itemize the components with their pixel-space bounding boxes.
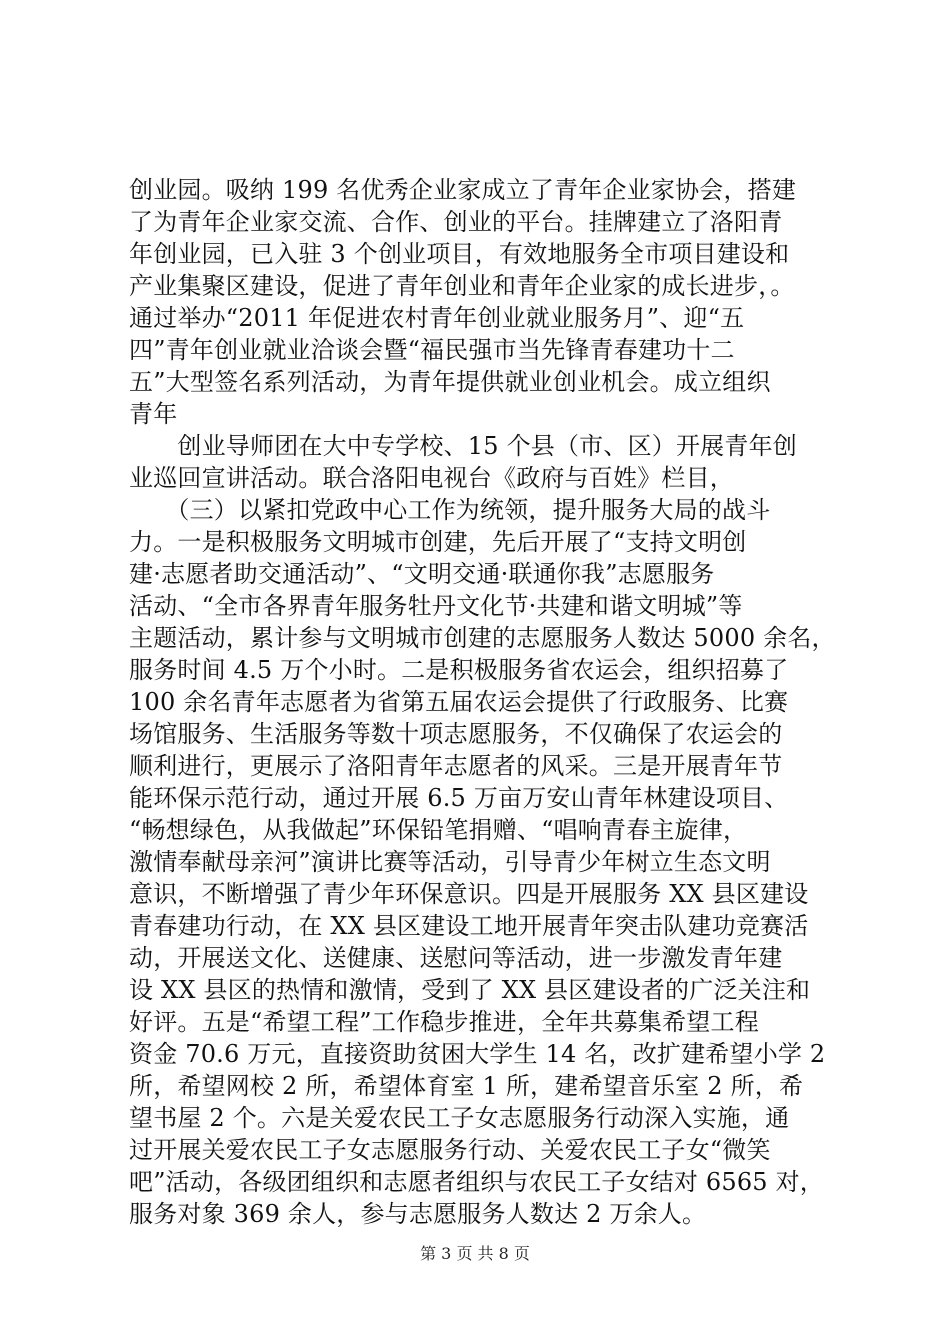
text-line: 意识，不断增强了青少年环保意识。四是开展服务 XX 县区建设 — [129, 880, 809, 908]
text-line: 好评。五是“希望工程”工作稳步推进，全年共募集希望工程 — [129, 1008, 759, 1036]
text-line: 主题活动，累计参与文明城市创建的志愿服务人数达 5000 余名， — [129, 624, 836, 652]
text-line: 顺利进行，更展示了洛阳青年志愿者的风采。三是开展青年节 — [129, 752, 783, 780]
text-line: 创业导师团在大中专学校、15 个县（市、区）开展青年创 — [129, 432, 797, 460]
text-line: 场馆服务、生活服务等数十项志愿服务，不仅确保了农运会的 — [129, 720, 783, 748]
text-line: 服务时间 4.5 万个小时。二是积极服务省农运会，组织招募了 — [129, 656, 789, 684]
text-line: 活动、“全市各界青年服务牡丹文化节·共建和谐文明城”等 — [129, 592, 743, 620]
text-line: 年创业园，已入驻 3 个创业项目，有效地服务全市项目建设和 — [129, 240, 790, 268]
text-line: 四”青年创业就业洽谈会暨“福民强市当先锋青春建功十二 — [129, 336, 735, 364]
text-line: 产业集聚区建设，促进了青年创业和青年企业家的成长进步，。 — [129, 272, 795, 300]
text-line: 动，开展送文化、送健康、送慰问等活动，进一步激发青年建 — [129, 944, 783, 972]
text-line: 服务对象 369 余人，参与志愿服务人数达 2 万余人。 — [129, 1200, 707, 1228]
text-line: 力。一是积极服务文明城市创建，先后开展了“支持文明创 — [129, 528, 747, 556]
text-line: 创业园。吸纳 199 名优秀企业家成立了青年企业家协会，搭建 — [129, 176, 797, 204]
text-line: 建·志愿者助交通活动”、“文明交通·联通你我”志愿服务 — [129, 560, 715, 588]
text-line: 业巡回宣讲活动。联合洛阳电视台《政府与百姓》栏目， — [129, 464, 734, 492]
text-line: 青年 — [129, 400, 178, 428]
text-line: 了为青年企业家交流、合作、创业的平台。挂牌建立了洛阳青 — [129, 208, 783, 236]
text-line: 通过举办“2011 年促进农村青年创业就业服务月”、迎“五 — [129, 304, 745, 332]
text-line: 五”大型签名系列活动，为青年提供就业创业机会。成立组织 — [129, 368, 771, 396]
text-line: “畅想绿色，从我做起”环保铅笔捐赠、“唱响青春主旋律， — [129, 816, 748, 844]
text-line: 设 XX 县区的热情和激情，受到了 XX 县区建设者的广泛关注和 — [129, 976, 811, 1004]
text-line: 青春建功行动，在 XX 县区建设工地开展青年突击队建功竞赛活 — [129, 912, 809, 940]
text-line: 望书屋 2 个。六是关爱农民工子女志愿服务行动深入实施，通 — [129, 1104, 790, 1132]
text-line: 100 余名青年志愿者为省第五届农运会提供了行政服务、比赛 — [129, 688, 789, 716]
text-line: 资金 70.6 万元，直接资助贫困大学生 14 名，改扩建希望小学 2 — [129, 1040, 826, 1068]
page-number-footer: 第 3 页 共 8 页 — [420, 1244, 530, 1263]
text-line: 吧”活动，各级团组织和志愿者组织与农民工子女结对 6565 对， — [129, 1168, 825, 1196]
text-line: 能环保示范行动，通过开展 6.5 万亩万安山青年林建设项目、 — [129, 784, 789, 812]
section-heading-line: （三）以紧扣党政中心工作为统领，提升服务大局的战斗 — [129, 496, 771, 524]
text-line: 激情奉献母亲河”演讲比赛等活动，引导青少年树立生态文明 — [129, 848, 771, 876]
text-line: 过开展关爱农民工子女志愿服务行动、关爱农民工子女“微笑 — [129, 1136, 771, 1164]
text-line: 所，希望网校 2 所，希望体育室 1 所，建希望音乐室 2 所，希 — [129, 1072, 804, 1100]
